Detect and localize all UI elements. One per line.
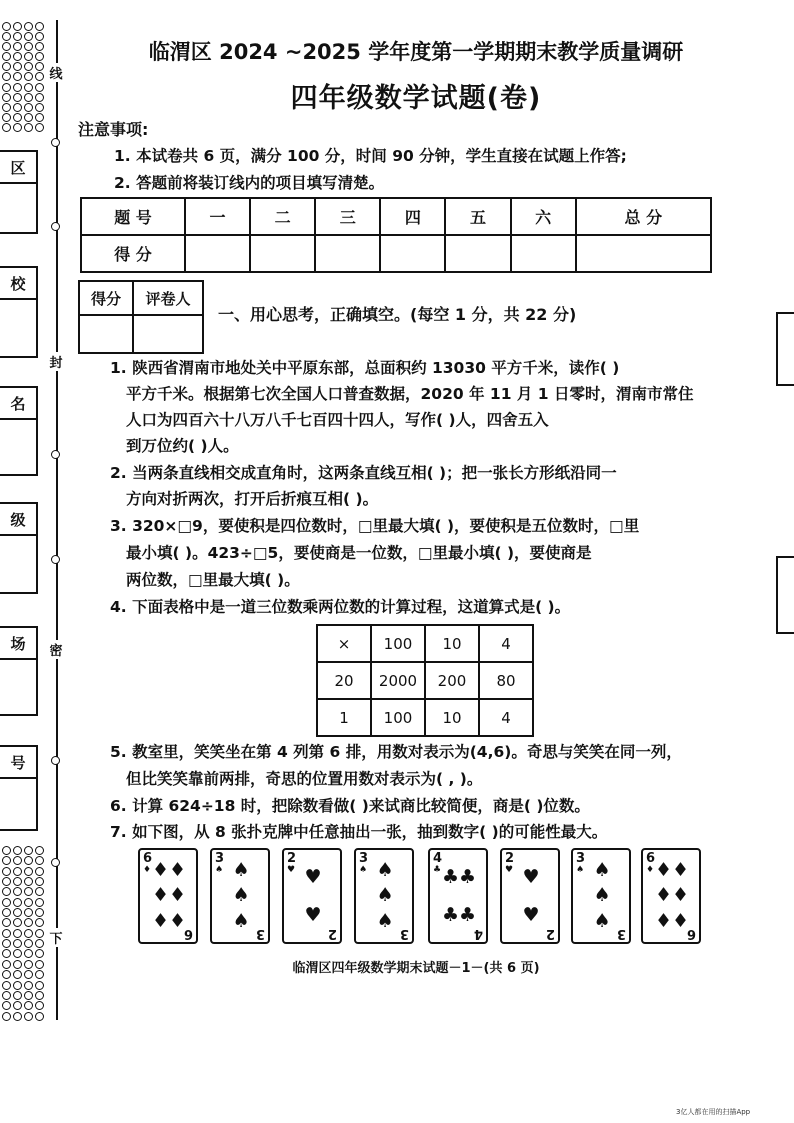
binding-hole	[2, 72, 11, 81]
binding-hole	[13, 887, 22, 896]
binding-label: 封	[49, 352, 63, 371]
card-pip-icon: ♦	[655, 859, 673, 882]
binding-hole	[35, 83, 44, 92]
binding-hole	[13, 949, 22, 958]
binding-hole	[24, 1012, 33, 1021]
binding-hole	[13, 52, 22, 61]
score-header-cell: 总 分	[576, 198, 711, 235]
card-pip-icon: ♠	[593, 909, 611, 932]
binding-hole	[35, 846, 44, 855]
binding-hole	[35, 52, 44, 61]
question-3-line: 3. 320×□9，要使积是四位数时，□里最大填( )，要使积是五位数时，□里	[110, 517, 640, 535]
binding-dot	[51, 222, 60, 231]
question-1-line: 1. 陕西省渭南市地处关中平原东部，总面积约 13030 平方千米，读作( )	[110, 359, 620, 377]
card-pips	[512, 858, 550, 934]
binding-dot	[51, 450, 60, 459]
binding-hole	[2, 908, 11, 917]
score-header-cell: 三	[315, 198, 380, 235]
card-pips	[294, 858, 332, 934]
question-4: 4. 下面表格中是一道三位数乘两位数的计算过程，这道算式是( )。	[110, 598, 571, 616]
binding-hole	[35, 929, 44, 938]
binding-hole	[13, 960, 22, 969]
card-pip-icon: ♠	[376, 884, 394, 907]
card-rank: 3	[215, 851, 225, 866]
binding-hole	[13, 83, 22, 92]
exam-title: 临渭区 2024 ~2025 学年度第一学期期末教学质量调研	[148, 40, 684, 64]
question-2-line: 2. 当两条直线相交成直角时，这两条直线互相( )；把一张长方形纸沿同一	[110, 464, 617, 482]
card-pips	[583, 858, 621, 934]
binding-hole	[35, 93, 44, 102]
card-rank: 3	[359, 851, 369, 866]
binding-hole	[24, 113, 33, 122]
card-rank: 2	[505, 851, 515, 866]
card-suit-icon: ♥	[505, 865, 514, 875]
binding-hole	[13, 970, 22, 979]
binding-hole	[13, 939, 22, 948]
binding-line	[56, 20, 58, 1020]
binding-hole	[13, 1001, 22, 1010]
binding-hole	[2, 929, 11, 938]
calc-cell: 80	[479, 662, 533, 699]
calc-cell: 20	[317, 662, 371, 699]
card-pip-icon: ♥	[304, 903, 322, 926]
binding-hole	[24, 929, 33, 938]
binding-hole	[2, 960, 11, 969]
card-rank: 2	[287, 851, 297, 866]
card-rank-inverted: 6	[183, 926, 193, 941]
card-pip-icon: ♣	[459, 903, 477, 926]
card-rank-inverted: 6	[686, 926, 696, 941]
card-suit-icon: ♦	[646, 865, 655, 875]
binding-hole	[35, 113, 44, 122]
calc-cell: 10	[425, 699, 479, 736]
binding-hole	[2, 949, 11, 958]
binding-hole	[35, 939, 44, 948]
binding-hole	[2, 991, 11, 1000]
playing-card[interactable]	[282, 848, 342, 944]
binding-dot	[51, 555, 60, 564]
calc-row	[317, 699, 533, 736]
binding-hole	[13, 918, 22, 927]
card-suit-icon: ♥	[287, 865, 296, 875]
binding-hole	[13, 856, 22, 865]
binding-label: 线	[49, 63, 63, 82]
score-cell[interactable]	[315, 235, 380, 272]
playing-card[interactable]	[641, 848, 701, 944]
binding-hole	[2, 42, 11, 51]
binding-hole	[2, 867, 11, 876]
card-suit-icon: ♠	[576, 865, 585, 875]
card-pip-icon: ♠	[376, 909, 394, 932]
calc-cell: 100	[371, 699, 425, 736]
card-rank: 6	[143, 851, 153, 866]
field-name[interactable]	[0, 386, 38, 476]
card-rank-inverted: 3	[255, 926, 265, 941]
binding-hole	[24, 72, 33, 81]
exam-subtitle: 四年级数学试题(卷)	[290, 83, 542, 114]
binding-hole	[2, 939, 11, 948]
binding-hole	[24, 32, 33, 41]
calculation-table	[316, 624, 534, 737]
binding-hole	[13, 898, 22, 907]
binding-hole	[13, 62, 22, 71]
card-rank-inverted: 3	[616, 926, 626, 941]
binding-hole	[13, 846, 22, 855]
card-rank-inverted: 4	[473, 926, 483, 941]
binding-hole	[13, 908, 22, 917]
card-suit-icon: ♠	[215, 865, 224, 875]
grader-score-cell[interactable]	[79, 315, 133, 353]
binding-hole	[24, 62, 33, 71]
score-table	[80, 197, 712, 273]
card-pip-icon: ♦	[169, 884, 187, 907]
binding-hole	[35, 867, 44, 876]
binding-hole	[2, 32, 11, 41]
binding-hole	[24, 949, 33, 958]
binding-hole	[24, 42, 33, 51]
binding-hole	[24, 877, 33, 886]
playing-card[interactable]	[354, 848, 414, 944]
grader-reviewer-cell[interactable]	[133, 315, 203, 353]
binding-hole	[24, 939, 33, 948]
calc-cell: 4	[479, 699, 533, 736]
question-3-line: 最小填( )。423÷□5，要使商是一位数，□里最小填( )，要使商是	[126, 544, 592, 562]
field-exam-room[interactable]	[0, 626, 38, 716]
binding-hole	[24, 52, 33, 61]
binding-hole	[35, 898, 44, 907]
card-pip-icon: ♥	[304, 865, 322, 888]
section-title: 一、用心思考，正确填空。(每空 1 分，共 22 分)	[218, 305, 577, 324]
score-cell[interactable]	[250, 235, 315, 272]
binding-hole	[2, 887, 11, 896]
binding-hole	[13, 72, 22, 81]
binding-hole	[24, 970, 33, 979]
binding-hole	[24, 123, 33, 132]
question-7: 7. 如下图，从 8 张扑克牌中任意抽出一张，抽到数字( )的可能性最大。	[110, 823, 608, 841]
score-value-row	[81, 235, 711, 272]
binding-label: 密	[49, 640, 63, 659]
binding-hole	[13, 991, 22, 1000]
binding-hole	[13, 877, 22, 886]
card-rank: 3	[576, 851, 586, 866]
binding-hole	[24, 93, 33, 102]
binding-hole	[35, 123, 44, 132]
notes-heading: 注意事项:	[78, 120, 149, 139]
card-pips	[222, 858, 260, 934]
binding-hole	[2, 856, 11, 865]
field-label: 号	[0, 747, 36, 779]
score-cell[interactable]	[511, 235, 576, 272]
binding-dot	[51, 756, 60, 765]
binding-hole	[13, 1012, 22, 1021]
binding-hole	[35, 42, 44, 51]
scanner-watermark: 3亿人都在用的扫描App	[676, 1108, 751, 1116]
card-pip-icon: ♥	[522, 865, 540, 888]
question-5-line: 5. 教室里，笑笑坐在第 4 列第 6 排，用数对表示为(4,6)。奇思与笑笑在同一列，	[110, 743, 682, 761]
card-pip-icon: ♠	[232, 859, 250, 882]
binding-label: 下	[49, 928, 63, 947]
score-header-row	[81, 198, 711, 235]
calc-cell: 10	[425, 625, 479, 662]
binding-hole	[2, 1001, 11, 1010]
binding-hole	[24, 918, 33, 927]
card-pip-icon: ♦	[655, 909, 673, 932]
binding-hole	[35, 908, 44, 917]
calc-cell: 1	[317, 699, 371, 736]
score-cell[interactable]	[185, 235, 250, 272]
binding-hole	[2, 113, 11, 122]
note-item: 1. 本试卷共 6 页，满分 100 分，时间 90 分钟，学生直接在试题上作答;	[114, 147, 627, 165]
card-pip-icon: ♣	[442, 903, 460, 926]
binding-hole	[35, 22, 44, 31]
card-pip-icon: ♠	[376, 859, 394, 882]
calc-row	[317, 625, 533, 662]
binding-hole	[35, 981, 44, 990]
card-pip-icon: ♦	[152, 884, 170, 907]
grader-score-label: 得分	[79, 281, 133, 315]
question-1-line: 平方千米。根据第七次全国人口普查数据，2020 年 11 月 1 日零时，渭南市常住	[126, 385, 694, 403]
binding-hole	[24, 1001, 33, 1010]
question-2-line: 方向对折两次，打开后折痕互相( )。	[126, 490, 379, 508]
card-pip-icon: ♠	[593, 859, 611, 882]
binding-hole	[35, 877, 44, 886]
binding-hole	[2, 970, 11, 979]
card-pips	[440, 858, 478, 934]
card-pip-icon: ♠	[232, 884, 250, 907]
binding-hole	[24, 960, 33, 969]
question-1-line: 到万位约( )人。	[126, 437, 239, 455]
field-label: 校	[0, 268, 36, 300]
binding-hole	[24, 887, 33, 896]
card-pip-icon: ♥	[522, 903, 540, 926]
card-rank: 6	[646, 851, 656, 866]
score-cell[interactable]	[380, 235, 445, 272]
card-suit-icon: ♦	[143, 865, 152, 875]
binding-hole	[2, 123, 11, 132]
card-pip-icon: ♠	[232, 909, 250, 932]
binding-hole	[13, 42, 22, 51]
field-seat-number[interactable]	[0, 745, 38, 831]
playing-card[interactable]	[138, 848, 198, 944]
field-label: 级	[0, 504, 36, 536]
calc-row	[317, 662, 533, 699]
binding-hole	[13, 93, 22, 102]
card-rank: 4	[433, 851, 443, 866]
calc-cell: 2000	[371, 662, 425, 699]
binding-hole	[35, 103, 44, 112]
binding-hole	[24, 908, 33, 917]
binding-hole	[2, 877, 11, 886]
field-label: 名	[0, 388, 36, 420]
field-label: 场	[0, 628, 36, 660]
playing-card[interactable]	[571, 848, 631, 944]
binding-hole	[35, 72, 44, 81]
binding-hole	[35, 887, 44, 896]
binding-hole	[2, 981, 11, 990]
binding-hole	[2, 846, 11, 855]
binding-hole	[13, 123, 22, 132]
binding-hole	[13, 103, 22, 112]
card-pip-icon: ♦	[655, 884, 673, 907]
binding-hole	[13, 22, 22, 31]
binding-hole	[13, 981, 22, 990]
binding-hole	[2, 52, 11, 61]
score-header-cell: 一	[185, 198, 250, 235]
binding-hole	[24, 103, 33, 112]
calc-cell: 4	[479, 625, 533, 662]
score-header-cell: 二	[250, 198, 315, 235]
binding-hole	[2, 83, 11, 92]
binding-hole	[24, 991, 33, 1000]
score-row-label: 得 分	[81, 235, 185, 272]
card-rank-inverted: 3	[399, 926, 409, 941]
binding-hole	[35, 991, 44, 1000]
binding-hole	[24, 846, 33, 855]
calc-cell: 200	[425, 662, 479, 699]
card-pip-icon: ♣	[442, 865, 460, 888]
binding-holes-top	[2, 22, 46, 132]
card-pip-icon: ♦	[672, 884, 690, 907]
field-label: 区	[0, 152, 36, 184]
edge-box	[776, 556, 794, 634]
binding-hole	[2, 1012, 11, 1021]
grader-reviewer-label: 评卷人	[133, 281, 203, 315]
binding-hole	[2, 918, 11, 927]
question-3-line: 两位数，□里最大填( )。	[126, 571, 300, 589]
card-rank-inverted: 2	[327, 926, 337, 941]
field-school[interactable]	[0, 266, 38, 358]
card-pip-icon: ♣	[459, 865, 477, 888]
binding-hole	[24, 856, 33, 865]
grader-table	[78, 280, 204, 354]
binding-hole	[35, 856, 44, 865]
binding-holes-bottom	[2, 846, 46, 1021]
calc-cell: 100	[371, 625, 425, 662]
binding-hole	[35, 949, 44, 958]
card-pip-icon: ♦	[672, 909, 690, 932]
binding-hole	[35, 918, 44, 927]
playing-card[interactable]	[500, 848, 560, 944]
binding-hole	[24, 83, 33, 92]
field-district[interactable]	[0, 150, 38, 234]
binding-hole	[35, 1012, 44, 1021]
calc-cell: ×	[317, 625, 371, 662]
card-pip-icon: ♠	[593, 884, 611, 907]
binding-hole	[13, 113, 22, 122]
score-cell[interactable]	[576, 235, 711, 272]
note-item: 2. 答题前将装订线内的项目填写清楚。	[114, 174, 385, 192]
binding-hole	[2, 898, 11, 907]
card-pips	[150, 858, 188, 934]
binding-hole	[24, 898, 33, 907]
binding-hole	[2, 93, 11, 102]
binding-hole	[13, 867, 22, 876]
binding-hole	[24, 867, 33, 876]
score-cell[interactable]	[445, 235, 510, 272]
score-header-cell: 六	[511, 198, 576, 235]
field-class[interactable]	[0, 502, 38, 594]
score-header-cell: 题 号	[81, 198, 185, 235]
card-suit-icon: ♣	[433, 865, 442, 875]
binding-hole	[35, 1001, 44, 1010]
card-pip-icon: ♦	[152, 859, 170, 882]
binding-hole	[35, 32, 44, 41]
question-6: 6. 计算 624÷18 时，把除数看做( )来试商比较简便，商是( )位数。	[110, 797, 590, 815]
card-suit-icon: ♠	[359, 865, 368, 875]
card-pips	[653, 858, 691, 934]
binding-hole	[13, 929, 22, 938]
binding-hole	[13, 32, 22, 41]
binding-hole	[2, 62, 11, 71]
binding-hole	[2, 103, 11, 112]
card-pips	[366, 858, 404, 934]
binding-dot	[51, 138, 60, 147]
playing-card[interactable]	[428, 848, 488, 944]
question-5-line: 但比笑笑靠前两排，奇思的位置用数对表示为( , )。	[126, 770, 483, 788]
card-pip-icon: ♦	[169, 909, 187, 932]
card-rank-inverted: 2	[545, 926, 555, 941]
card-pip-icon: ♦	[152, 909, 170, 932]
binding-hole	[35, 960, 44, 969]
binding-hole	[24, 22, 33, 31]
page-footer: 临渭区四年级数学期末试题－1－(共 6 页)	[292, 961, 540, 976]
binding-hole	[24, 981, 33, 990]
binding-hole	[35, 970, 44, 979]
card-pip-icon: ♦	[672, 859, 690, 882]
question-1-line: 人口为四百六十八万八千七百四十四人，写作( )人，四舍五入	[126, 411, 549, 429]
playing-card[interactable]	[210, 848, 270, 944]
score-header-cell: 五	[445, 198, 510, 235]
score-header-cell: 四	[380, 198, 445, 235]
binding-dot	[51, 858, 60, 867]
card-pip-icon: ♦	[169, 859, 187, 882]
edge-box	[776, 312, 794, 386]
binding-hole	[35, 62, 44, 71]
binding-hole	[2, 22, 11, 31]
